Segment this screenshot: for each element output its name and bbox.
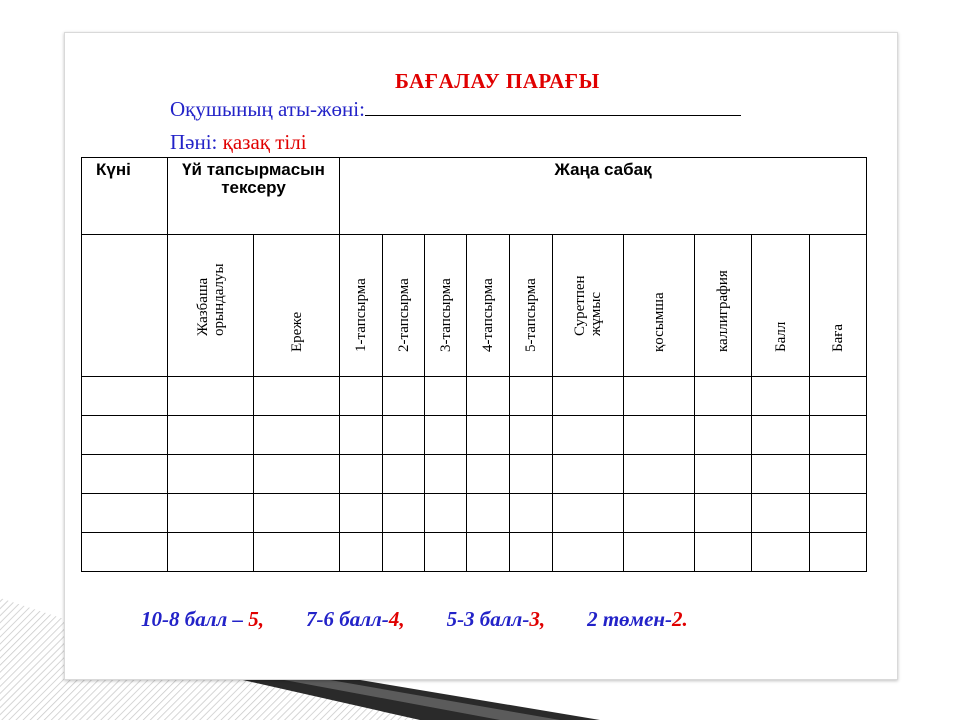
table-cell bbox=[624, 455, 695, 494]
table-cell bbox=[254, 494, 340, 533]
scale-range-3: 5-3 балл- bbox=[446, 607, 530, 631]
subject-value: қазақ тілі bbox=[222, 130, 307, 154]
subheader-homework-rule: Ереже bbox=[288, 311, 305, 352]
subheader-homework-written: Жазбаша орындалуы bbox=[194, 263, 227, 336]
scale-range-2: 7-6 балл- bbox=[306, 607, 389, 631]
subheader-points: Балл bbox=[772, 321, 789, 352]
subheader-calligraphy: каллиграфия bbox=[715, 270, 732, 352]
scale-grade-4: 2. bbox=[672, 607, 688, 631]
table-cell bbox=[254, 377, 340, 416]
student-name-label: Оқушының аты-жөні: bbox=[170, 97, 365, 121]
table-cell bbox=[752, 455, 810, 494]
subheader-grade: Баға bbox=[830, 323, 847, 352]
table-cell bbox=[82, 494, 168, 533]
table-cell bbox=[510, 416, 553, 455]
table-cell bbox=[340, 377, 383, 416]
table-cell bbox=[82, 533, 168, 572]
student-name-blank bbox=[365, 97, 741, 116]
table-cell bbox=[383, 377, 425, 416]
table-row bbox=[82, 377, 867, 416]
table-cell bbox=[510, 377, 553, 416]
table-cell bbox=[383, 494, 425, 533]
table-cell bbox=[168, 416, 254, 455]
header-row bbox=[82, 158, 867, 235]
table-cell bbox=[553, 416, 624, 455]
subheader-task-4: 4-тапсырма bbox=[480, 278, 497, 352]
table-cell bbox=[695, 377, 752, 416]
table-cell bbox=[467, 416, 510, 455]
subheader-task-3: 3-тапсырма bbox=[437, 278, 454, 352]
subheader-cell bbox=[254, 235, 340, 377]
table-body bbox=[82, 377, 867, 572]
subheader-row bbox=[82, 235, 867, 377]
subheader-cell bbox=[553, 235, 624, 377]
table-row bbox=[82, 455, 867, 494]
table-cell bbox=[624, 494, 695, 533]
table-cell bbox=[425, 494, 467, 533]
table-cell bbox=[695, 416, 752, 455]
table-cell bbox=[624, 533, 695, 572]
subheader-cell bbox=[752, 235, 810, 377]
table-cell bbox=[510, 455, 553, 494]
subheader-cell bbox=[467, 235, 510, 377]
table-cell bbox=[695, 533, 752, 572]
table-cell bbox=[425, 533, 467, 572]
table-cell bbox=[82, 377, 168, 416]
student-name-line bbox=[170, 97, 741, 122]
subheader-cell bbox=[510, 235, 553, 377]
subheader-cell bbox=[168, 235, 254, 377]
table-cell bbox=[467, 533, 510, 572]
table-cell bbox=[752, 533, 810, 572]
scale-grade-3: 3, bbox=[529, 607, 546, 631]
table-cell bbox=[810, 494, 867, 533]
table-cell bbox=[553, 494, 624, 533]
table-cell bbox=[752, 494, 810, 533]
table-cell bbox=[383, 455, 425, 494]
table-cell bbox=[168, 377, 254, 416]
table-cell bbox=[624, 416, 695, 455]
table-cell bbox=[553, 533, 624, 572]
subheader-day-empty bbox=[82, 235, 168, 377]
table-cell bbox=[695, 494, 752, 533]
table-cell bbox=[425, 377, 467, 416]
table-cell bbox=[467, 377, 510, 416]
table-cell bbox=[340, 533, 383, 572]
table-cell bbox=[82, 416, 168, 455]
table-cell bbox=[340, 416, 383, 455]
header-homework: Үй тапсырмасын тексеру bbox=[168, 158, 340, 235]
table-cell bbox=[752, 416, 810, 455]
evaluation-sheet bbox=[64, 32, 898, 680]
evaluation-table bbox=[81, 157, 867, 572]
table-cell bbox=[82, 455, 168, 494]
table-cell bbox=[254, 416, 340, 455]
table-cell bbox=[752, 377, 810, 416]
scale-range-1: 10-8 балл – bbox=[141, 607, 244, 631]
table-cell bbox=[383, 416, 425, 455]
table-cell bbox=[425, 455, 467, 494]
subheader-extra: қосымша bbox=[651, 292, 668, 352]
table-cell bbox=[510, 494, 553, 533]
scale-grade-1: 5, bbox=[248, 607, 265, 631]
table-row bbox=[82, 533, 867, 572]
subheader-picture-work: Суретпен жұмыс bbox=[572, 275, 605, 336]
table-cell bbox=[383, 533, 425, 572]
subheader-cell bbox=[383, 235, 425, 377]
header-new-lesson: Жаңа сабақ bbox=[340, 158, 867, 235]
table-cell bbox=[695, 455, 752, 494]
scale-range-4: 2 төмен- bbox=[587, 607, 673, 631]
table-cell bbox=[810, 416, 867, 455]
table-cell bbox=[425, 416, 467, 455]
subheader-cell bbox=[695, 235, 752, 377]
subheader-cell bbox=[810, 235, 867, 377]
table-cell bbox=[168, 533, 254, 572]
sheet-title: БАҒАЛАУ ПАРАҒЫ bbox=[395, 69, 600, 93]
table-cell bbox=[810, 533, 867, 572]
table-cell bbox=[810, 377, 867, 416]
table-cell bbox=[510, 533, 553, 572]
header-day: Күні bbox=[82, 158, 168, 235]
subheader-cell bbox=[425, 235, 467, 377]
table-cell bbox=[810, 455, 867, 494]
table-cell bbox=[254, 455, 340, 494]
table-cell bbox=[624, 377, 695, 416]
subject-label: Пәні: bbox=[170, 130, 218, 154]
table-cell bbox=[254, 533, 340, 572]
table-cell bbox=[168, 494, 254, 533]
table-cell bbox=[340, 455, 383, 494]
table-row bbox=[82, 416, 867, 455]
table-row bbox=[82, 494, 867, 533]
table-cell bbox=[553, 455, 624, 494]
grading-scale bbox=[141, 607, 688, 632]
subheader-task-5: 5-тапсырма bbox=[523, 278, 540, 352]
subheader-cell bbox=[340, 235, 383, 377]
subheader-task-2: 2-тапсырма bbox=[395, 278, 412, 352]
table-cell bbox=[553, 377, 624, 416]
scale-grade-2: 4, bbox=[388, 607, 405, 631]
subject-line bbox=[170, 130, 307, 155]
subheader-cell bbox=[624, 235, 695, 377]
table-cell bbox=[340, 494, 383, 533]
table-cell bbox=[467, 494, 510, 533]
table-cell bbox=[168, 455, 254, 494]
subheader-task-1: 1-тапсырма bbox=[353, 278, 370, 352]
table-cell bbox=[467, 455, 510, 494]
